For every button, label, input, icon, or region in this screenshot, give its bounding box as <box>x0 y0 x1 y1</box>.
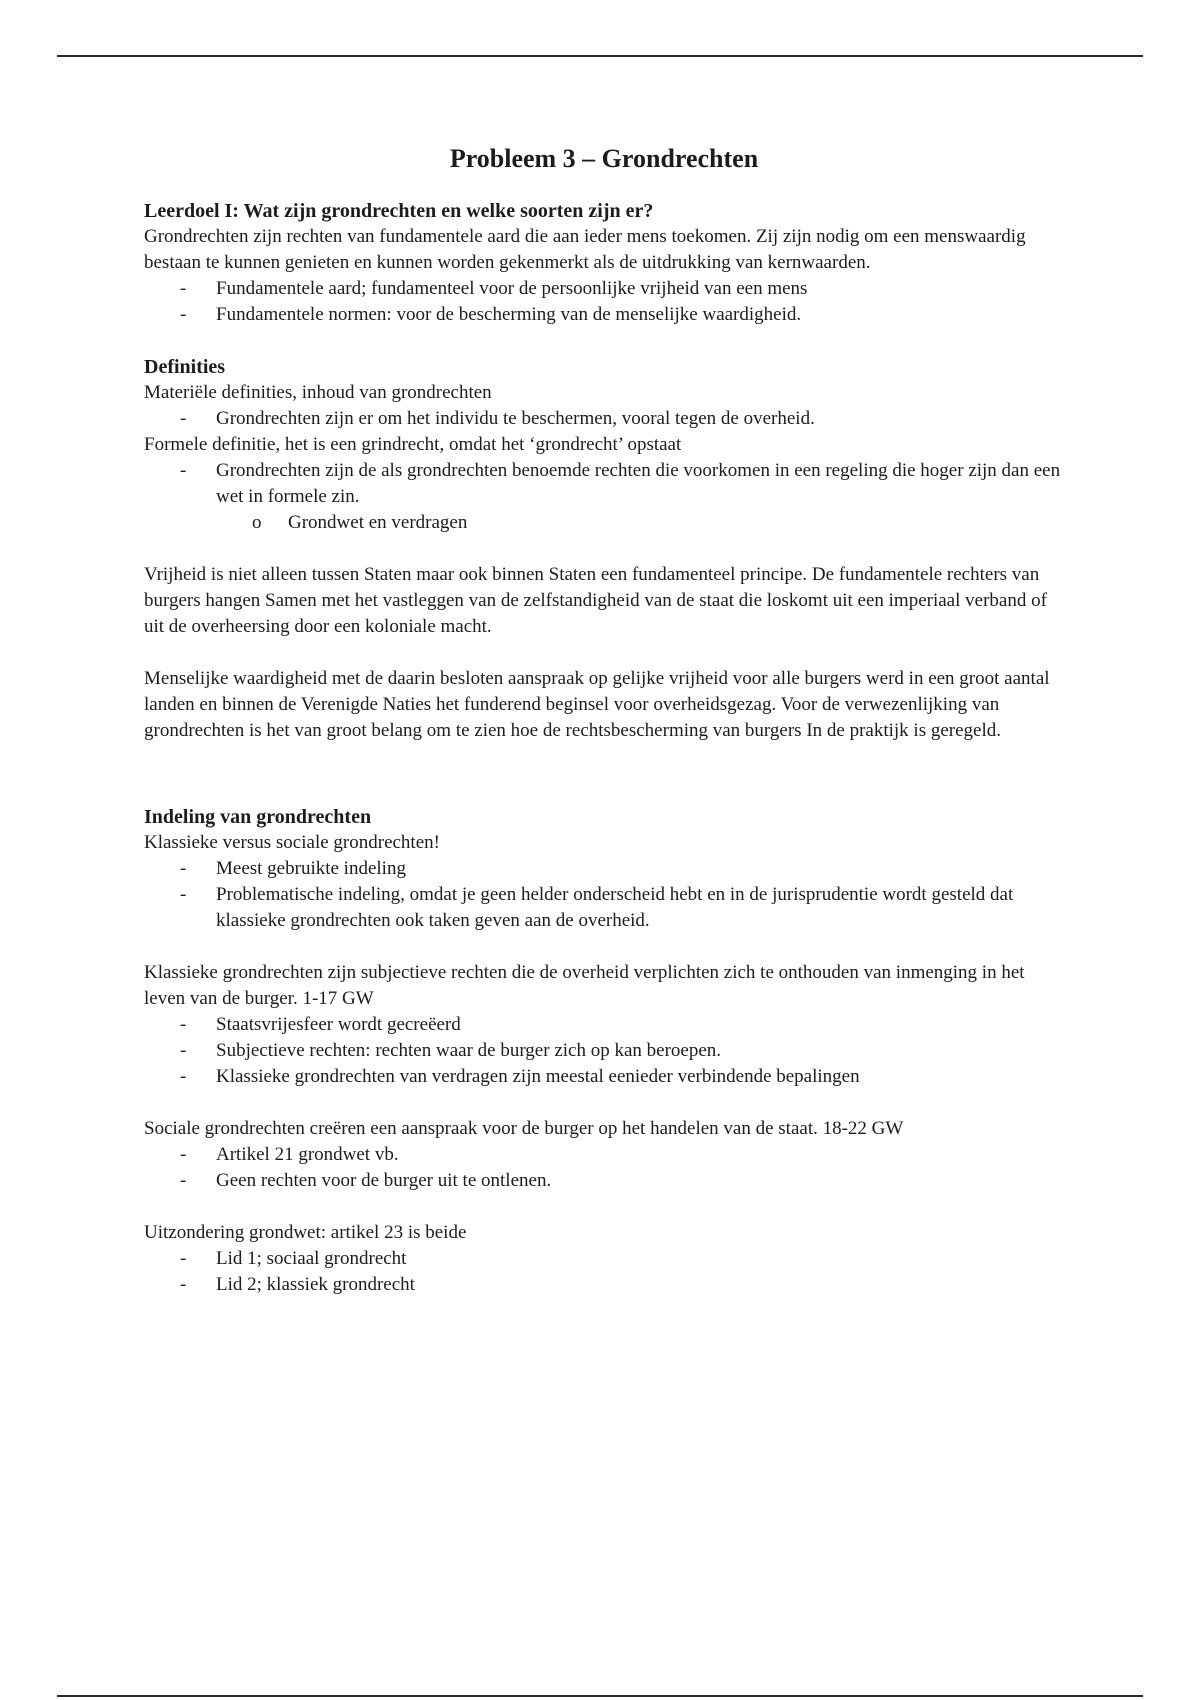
list-item: - Artikel 21 grondwet vb. <box>216 1142 1064 1168</box>
list-item: - Klassieke grondrechten van verdragen zijn meestal eenieder verbindende bepalingen <box>216 1064 1064 1090</box>
paragraph-indeling-intro: Klassieke versus sociale grondrechten! <box>144 832 440 853</box>
list-item: - Fundamentele aard; fundamenteel voor de persoonlijke vrijheid van een mens <box>216 276 1064 302</box>
bottom-rule <box>57 1695 1143 1697</box>
list-item: - Lid 1; sociaal grondrecht <box>216 1246 1064 1272</box>
list-item: - Lid 2; klassiek grondrecht <box>216 1272 1064 1298</box>
bullet-list <box>144 1142 1064 1194</box>
bullet-list <box>144 856 1064 934</box>
section-heading-leerdoel: Leerdoel I: Wat zijn grondrechten en welke soorten zijn er? <box>144 200 654 222</box>
paragraph-uitzondering: Uitzondering grondwet: artikel 23 is beide <box>144 1222 467 1243</box>
bullet-list <box>144 458 1064 536</box>
bullet-list <box>144 276 1064 328</box>
list-item: - Subjectieve rechten: rechten waar de burger zich op kan beroepen. <box>216 1038 1064 1064</box>
paragraph-klassiek: Klassieke grondrechten zijn subjectieve rechten die de overheid verplichten zich te onthouden van inmenging in het leven van de burger. 1-17 GW <box>144 962 1025 1009</box>
list-item: - Meest gebruikte indeling <box>216 856 1064 882</box>
paragraph-vrijheid: Vrijheid is niet alleen tussen Staten maar ook binnen Staten een fundamenteel principe. De fundamentele rechters van burgers hangen Samen met het vastleggen van de zelfstandigheid van de staat die loskomt uit een imperiaal verband of uit de overheersing door een koloniale macht. <box>144 564 1047 637</box>
sub-list <box>216 510 1064 536</box>
list-item-text: Grondrechten zijn de als grondrechten benoemde rechten die voorkomen in een regeling die hoger zijn dan een wet in formele zin. <box>216 460 1061 507</box>
list-item: - Staatsvrijesfeer wordt gecreëerd <box>216 1012 1064 1038</box>
paragraph-sociaal: Sociale grondrechten creëren een aanspraak voor de burger op het handelen van de staat. 18-22 GW <box>144 1118 904 1139</box>
list-item: - Geen rechten voor de burger uit te ontlenen. <box>216 1168 1064 1194</box>
paragraph-waardigheid: Menselijke waardigheid met de daarin besloten aanspraak op gelijke vrijheid voor alle burgers werd in een groot aantal landen en binnen de Verenigde Naties het funderend beginsel voor overheidsgezag. Voor de verwezenlijking van grondrechten is het van groot belang om te zien hoe de rechtsbescherming van burgers In de praktijk is geregeld. <box>144 668 1050 741</box>
page-title: Probleem 3 – Grondrechten <box>449 144 759 173</box>
bullet-list <box>144 1246 1064 1298</box>
list-item: - Grondrechten zijn er om het individu te beschermen, vooral tegen de overheid. <box>216 406 1064 432</box>
list-item: - Problematische indeling, omdat je geen helder onderscheid hebt en in de jurisprudentie wordt gesteld dat klassieke grondrechten ook taken geven aan de overheid. <box>216 882 1064 934</box>
bullet-list <box>144 1012 1064 1090</box>
bullet-list <box>144 406 1064 432</box>
paragraph-materieel: Materiële definities, inhoud van grondrechten <box>144 382 492 403</box>
list-item <box>216 458 1064 536</box>
paragraph-intro: Grondrechten zijn rechten van fundamentele aard die aan ieder mens toekomen. Zij zijn nodig om een menswaardig bestaan te kunnen genieten en kunnen worden gekenmerkt als de uitdrukking van kernwaarden. <box>144 226 1026 273</box>
document-page <box>144 142 1064 1298</box>
section-heading-definities: Definities <box>144 356 226 378</box>
section-heading-indeling: Indeling van grondrechten <box>144 806 372 828</box>
top-rule <box>57 55 1143 57</box>
paragraph-formeel: Formele definitie, het is een grindrecht, omdat het ‘grondrecht’ opstaat <box>144 434 682 455</box>
list-item: - Fundamentele normen: voor de bescherming van de menselijke waardigheid. <box>216 302 1064 328</box>
sub-list-item: o Grondwet en verdragen <box>288 510 1064 536</box>
